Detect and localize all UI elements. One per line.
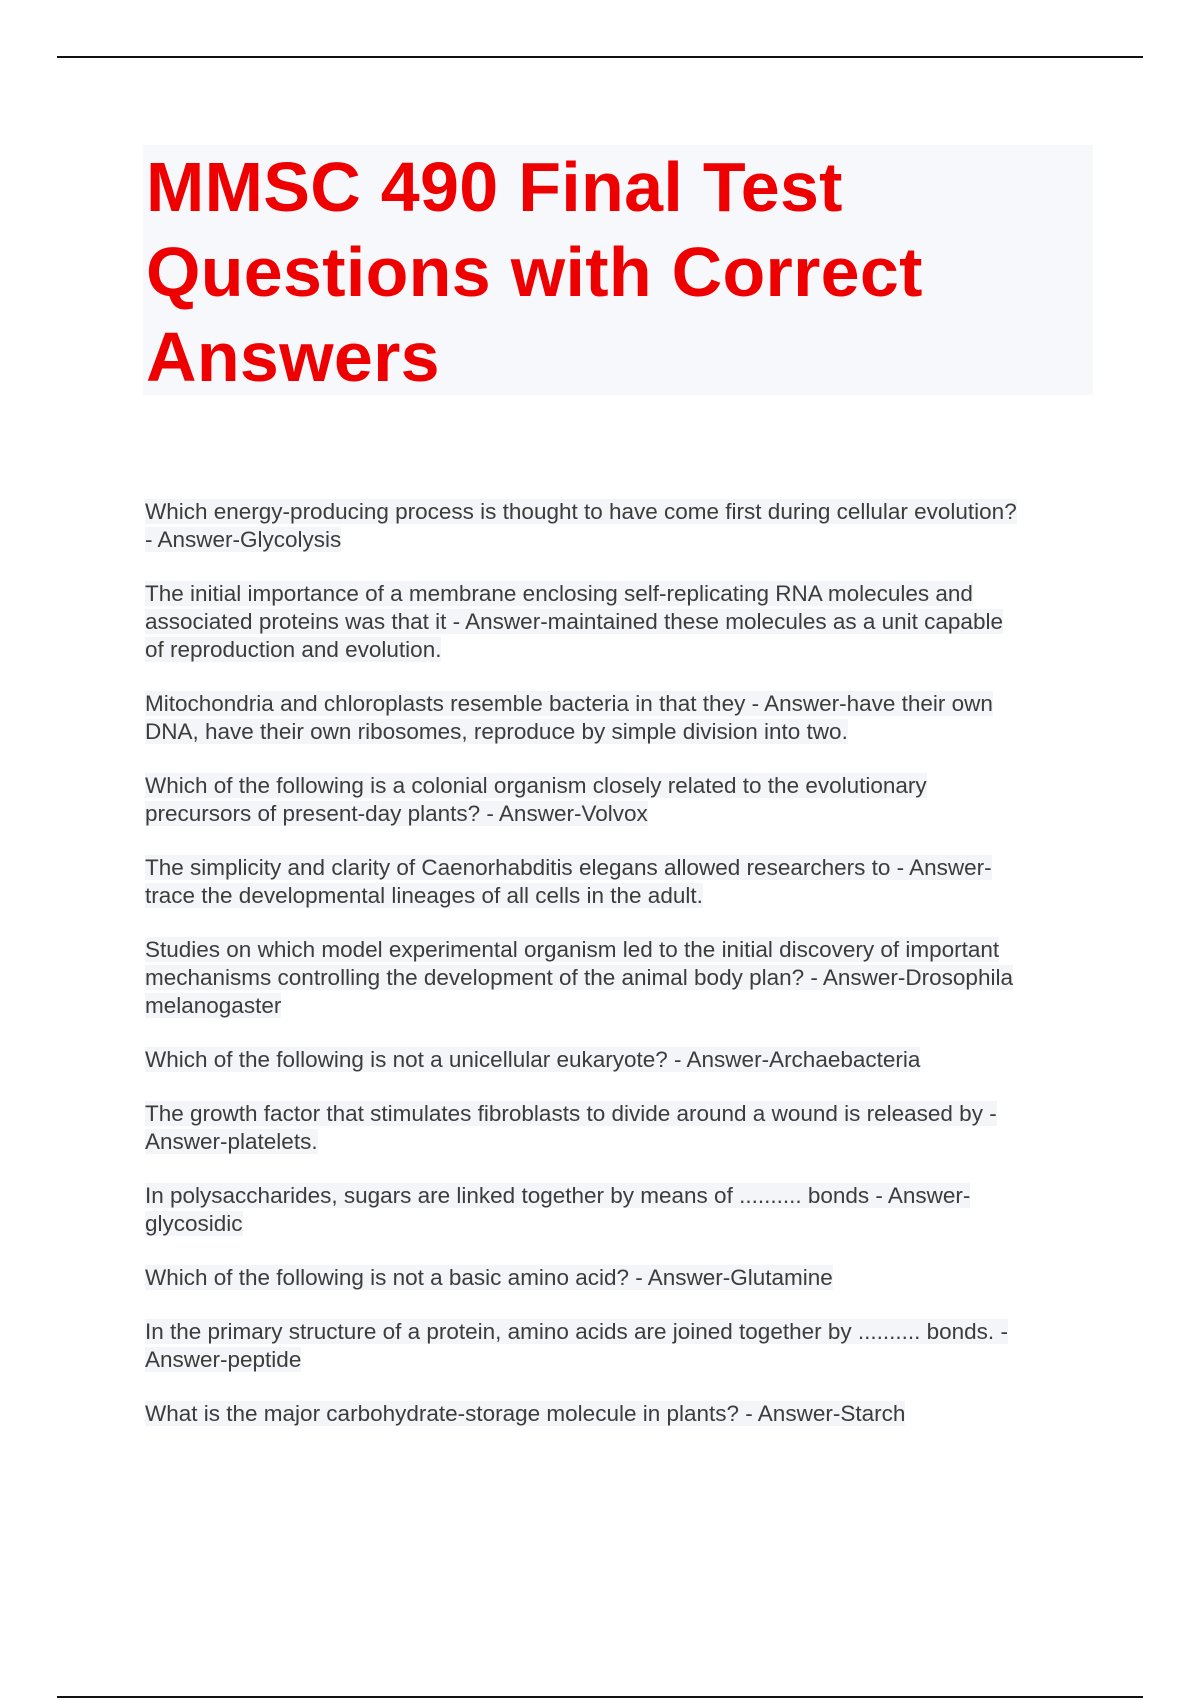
qa-item bbox=[145, 936, 1095, 1020]
qa-line: Answer-peptide bbox=[145, 1347, 302, 1372]
qa-line: What is the major carbohydrate-storage molecule in plants? - Answer-Starch bbox=[145, 1401, 906, 1426]
qa-item bbox=[145, 1046, 1095, 1074]
qa-line: associated proteins was that it - Answer-maintained these molecules as a unit capable bbox=[145, 609, 1003, 634]
qa-line: mechanisms controlling the development of the animal body plan? - Answer-Drosophila bbox=[145, 965, 1013, 990]
qa-line: Answer-platelets. bbox=[145, 1129, 318, 1154]
qa-line: DNA, have their own ribosomes, reproduce by simple division into two. bbox=[145, 719, 848, 744]
qa-line: Which of the following is not a basic amino acid? - Answer-Glutamine bbox=[145, 1265, 833, 1290]
qa-item bbox=[145, 1318, 1095, 1374]
qa-item bbox=[145, 498, 1095, 554]
qa-item bbox=[145, 1100, 1095, 1156]
title-line: Questions with Correct bbox=[146, 233, 923, 311]
top-rule bbox=[57, 56, 1143, 58]
qa-item bbox=[145, 1400, 1095, 1428]
document-title bbox=[143, 145, 1093, 400]
title-line: MMSC 490 Final Test bbox=[146, 148, 843, 226]
qa-line: of reproduction and evolution. bbox=[145, 637, 442, 662]
qa-line: melanogaster bbox=[145, 993, 282, 1018]
qa-line: Which energy-producing process is thought to have come first during cellular evolution? bbox=[145, 499, 1017, 524]
qa-line: glycosidic bbox=[145, 1211, 243, 1236]
qa-line: trace the developmental lineages of all cells in the adult. bbox=[145, 883, 703, 908]
qa-line: Studies on which model experimental organism led to the initial discovery of important bbox=[145, 937, 1000, 962]
qa-item bbox=[145, 1182, 1095, 1238]
bottom-rule bbox=[57, 1696, 1143, 1698]
qa-line: - Answer-Glycolysis bbox=[145, 527, 342, 552]
qa-list bbox=[145, 498, 1095, 1454]
qa-line: In polysaccharides, sugars are linked together by means of .......... bonds - Answer- bbox=[145, 1183, 971, 1208]
qa-line: The simplicity and clarity of Caenorhabditis elegans allowed researchers to - Answer- bbox=[145, 855, 992, 880]
title-line: Answers bbox=[146, 318, 440, 396]
qa-line: Which of the following is not a unicellular eukaryote? - Answer-Archaebacteria bbox=[145, 1047, 921, 1072]
title-block bbox=[143, 145, 1093, 395]
qa-item bbox=[145, 690, 1095, 746]
qa-line: Mitochondria and chloroplasts resemble bacteria in that they - Answer-have their own bbox=[145, 691, 993, 716]
qa-item bbox=[145, 1264, 1095, 1292]
qa-item bbox=[145, 854, 1095, 910]
qa-line: The initial importance of a membrane enclosing self-replicating RNA molecules and bbox=[145, 581, 973, 606]
qa-line: The growth factor that stimulates fibroblasts to divide around a wound is released by - bbox=[145, 1101, 997, 1126]
qa-line: precursors of present-day plants? - Answer-Volvox bbox=[145, 801, 648, 826]
qa-item bbox=[145, 580, 1095, 664]
qa-line: Which of the following is a colonial organism closely related to the evolutionary bbox=[145, 773, 927, 798]
qa-item bbox=[145, 772, 1095, 828]
qa-line: In the primary structure of a protein, amino acids are joined together by .......... bonds. - bbox=[145, 1319, 1008, 1344]
